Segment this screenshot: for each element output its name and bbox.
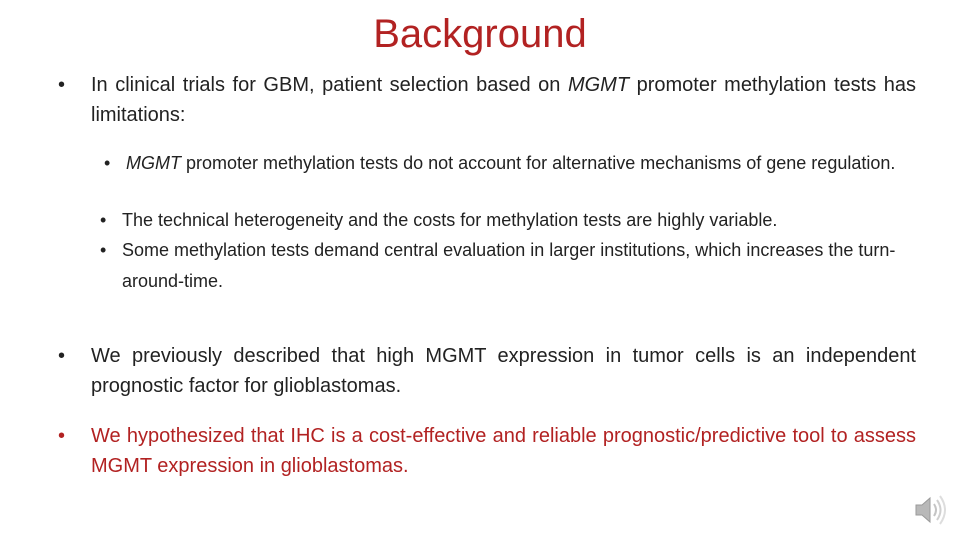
sub-bullet-2 <box>100 205 940 236</box>
sub-bullet-3 <box>100 235 900 297</box>
sub-bullet-marker: • <box>100 210 107 230</box>
bullet-1 <box>58 70 916 130</box>
bullet-marker: • <box>58 345 66 367</box>
slide-title: Background <box>373 12 587 56</box>
sub-bullet-3-text: Some methylation tests demand central evaluation in larger institutions, which increases the turn-around-time. <box>122 240 896 291</box>
sub-bullet-1-text <box>126 148 934 179</box>
sub-bullet-1-italic: MGMT <box>126 153 181 173</box>
sub-bullet-marker: • <box>100 240 107 260</box>
bullet-2-text: We previously described that high MGMT expression in tumor cells is an independent prognostic factor for glioblastomas. <box>91 345 916 397</box>
bullet-3 <box>58 421 916 481</box>
bullet-2 <box>58 341 916 401</box>
sub-bullet-marker: • <box>104 153 111 173</box>
bullet-3-text: We hypothesized that IHC is a cost-effective and reliable prognostic/predictive tool to assess MGMT expression in glioblastomas. <box>91 425 916 477</box>
bullet-marker: • <box>58 74 66 96</box>
bullet-1-prefix: In clinical trials for GBM, patient selection based on MGMT promoter methylation tests has limitations: <box>91 74 916 126</box>
sub-bullet-1-body: promoter methylation tests do not account for alternative mechanisms of gene regulation. <box>180 153 896 173</box>
sub-bullet-1 <box>104 148 934 179</box>
speaker-icon[interactable] <box>912 492 948 528</box>
bullet-marker: • <box>58 425 66 447</box>
bullet-1-text <box>91 70 916 130</box>
sub-bullet-2-text: The technical heterogeneity and the costs for methylation tests are highly variable. <box>122 210 778 230</box>
